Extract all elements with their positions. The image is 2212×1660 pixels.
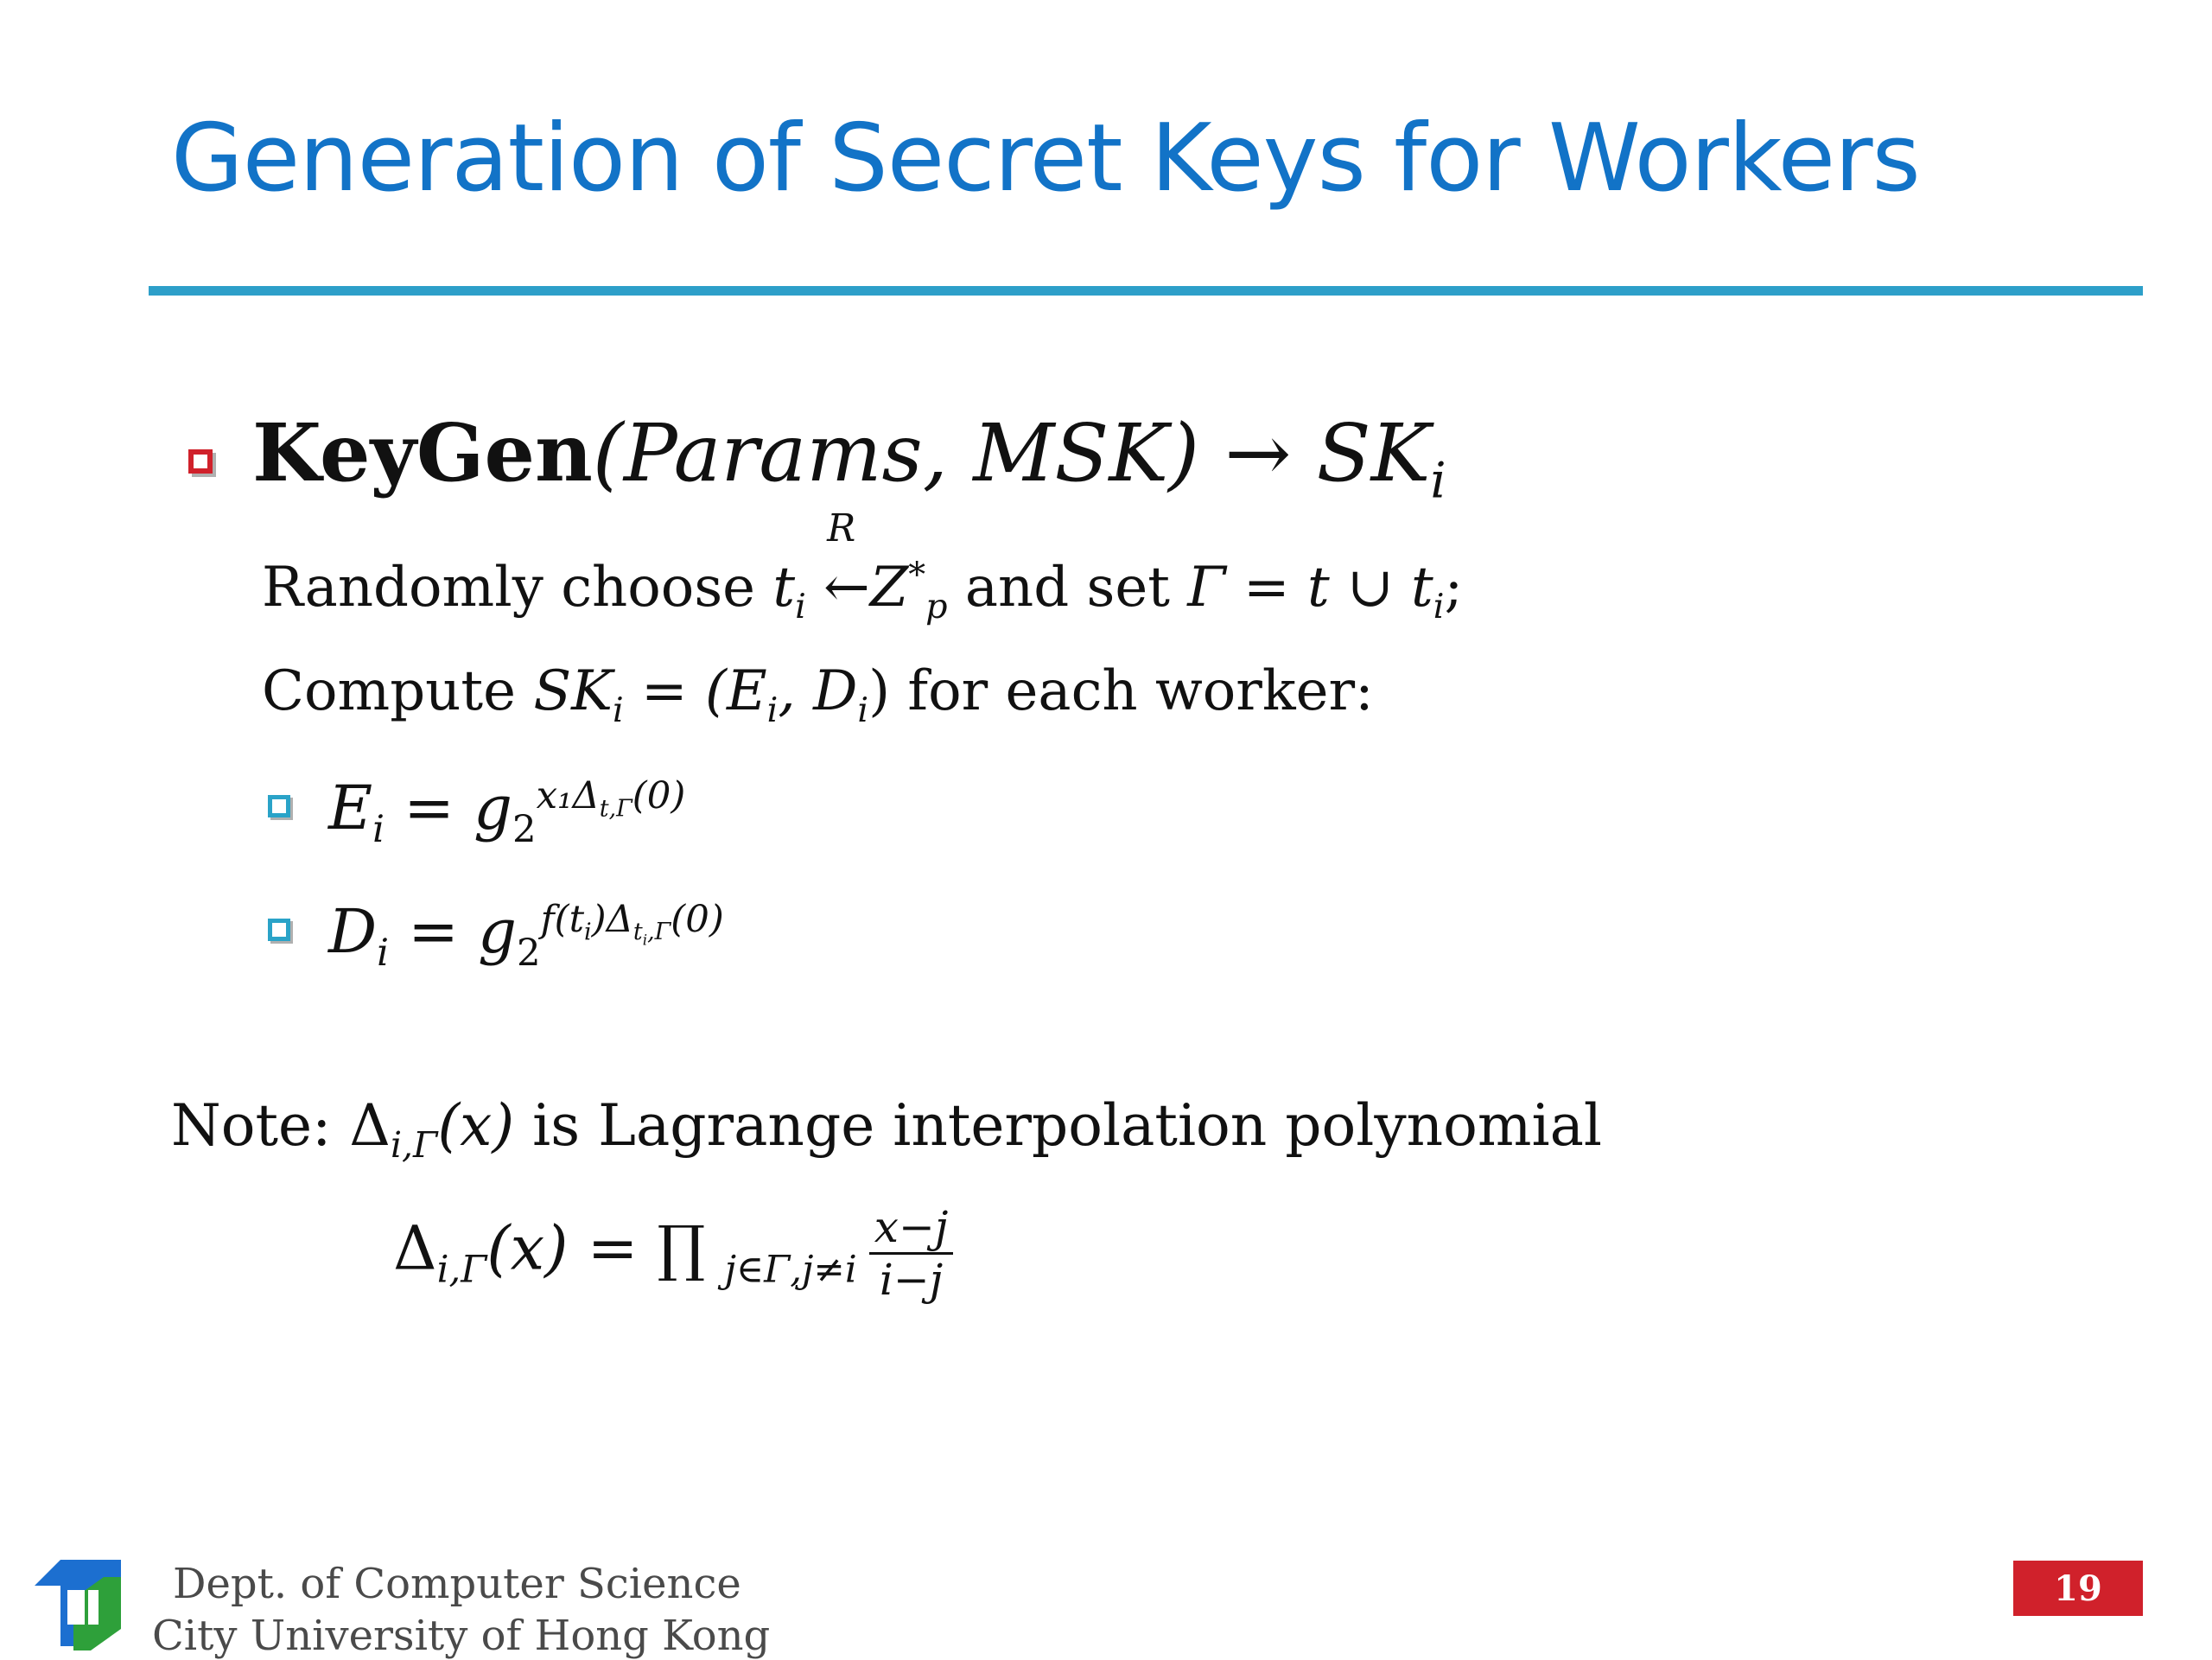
e-exponent — [536, 773, 686, 823]
footer-university: City University of Hong Kong — [152, 1612, 771, 1660]
random-t-sub: i — [795, 586, 806, 626]
random-z-sub: p — [925, 586, 948, 626]
note-delta-sub: i,Γ — [390, 1124, 438, 1167]
d-exp-sub-i: i — [642, 932, 648, 949]
d-exp-mid: )Δ — [591, 897, 633, 941]
formula-delta: Δ — [393, 1212, 437, 1284]
d-exponent — [540, 897, 724, 949]
compute-sk-sub: i — [612, 690, 624, 730]
random-z: Z — [869, 556, 909, 620]
e-base: = g — [385, 773, 512, 843]
compute-d: , D — [778, 659, 858, 723]
compute-line — [262, 659, 1374, 730]
lagrange-formula — [393, 1202, 953, 1305]
d-exp-i: i — [584, 919, 592, 946]
d-lhs: D — [328, 896, 378, 967]
formula-product: = ∏ — [568, 1212, 725, 1284]
e-exp-sub: t,Γ — [599, 795, 632, 823]
gamma-expr: Γ = t ∪ t — [1187, 556, 1433, 620]
e-lhs-sub: i — [372, 808, 385, 851]
keygen-args: (Params, MSK) — [592, 407, 1200, 499]
keygen-arrow: → — [1224, 407, 1292, 499]
compute-d-sub: i — [857, 690, 869, 730]
cityu-logo-icon — [26, 1551, 130, 1655]
compute-suffix: for each worker: — [890, 659, 1374, 723]
keygen-name: KeyGen — [252, 406, 593, 499]
formula-fraction — [869, 1202, 954, 1305]
random-arrow-label: R — [827, 506, 856, 550]
random-choice-line — [262, 506, 1464, 626]
d-formula — [328, 896, 724, 975]
keygen-heading — [252, 406, 1446, 510]
slide-title: Generation of Secret Keys for Workers — [171, 105, 1920, 213]
note-line — [171, 1092, 1603, 1167]
compute-close: ) — [868, 659, 891, 723]
compute-e: = (E — [623, 659, 767, 723]
d-base: = g — [389, 896, 517, 967]
random-z-sup: * — [908, 555, 926, 595]
compute-sk: SK — [533, 659, 613, 723]
square-bullet-icon — [188, 449, 213, 474]
random-arrow-symbol: ← — [823, 556, 870, 620]
random-arrow — [823, 506, 870, 620]
note-arg: (x) — [437, 1092, 515, 1159]
footer-department: Dept. of Computer Science — [173, 1560, 741, 1608]
keygen-output-sub: i — [1430, 452, 1446, 510]
random-suffix: ; — [1444, 556, 1464, 620]
e-exp-main: x₁Δ — [536, 773, 600, 817]
note-label: Note: — [171, 1092, 350, 1159]
square-bullet-icon — [268, 919, 290, 941]
e-formula — [328, 773, 686, 851]
random-t: t — [772, 556, 796, 620]
d-exp-main: f(t — [540, 897, 585, 941]
d-exp-sub-tail: ,Γ — [647, 919, 671, 946]
random-middle: and set — [947, 556, 1188, 620]
keygen-output: SK — [1316, 407, 1431, 499]
square-bullet-icon — [268, 795, 290, 817]
d-lhs-sub: i — [377, 932, 390, 975]
random-prefix: Randomly choose — [262, 556, 773, 620]
e-lhs: E — [328, 773, 373, 843]
formula-delta-sub: i,Γ — [436, 1248, 487, 1292]
fraction-denominator: i−j — [879, 1255, 944, 1305]
fraction-numerator: x−j — [869, 1205, 954, 1255]
formula-arg: (x) — [486, 1212, 569, 1284]
d-exp-sub — [632, 919, 671, 949]
gamma-expr-sub: i — [1433, 586, 1445, 626]
d-base-sub: 2 — [516, 932, 541, 975]
d-exp-sub-t: t — [632, 919, 643, 946]
e-exp-tail: (0) — [632, 773, 686, 817]
compute-e-sub: i — [766, 690, 779, 730]
note-text: is Lagrange interpolation polynomial — [514, 1092, 1603, 1159]
page-number: 19 — [2013, 1561, 2143, 1616]
e-base-sub: 2 — [512, 808, 537, 851]
formula-range: j∈Γ,j≠i — [724, 1248, 857, 1292]
note-delta: Δ — [349, 1092, 391, 1159]
compute-prefix: Compute — [262, 659, 534, 723]
d-exp-tail: (0) — [671, 897, 724, 941]
title-divider — [149, 286, 2143, 296]
